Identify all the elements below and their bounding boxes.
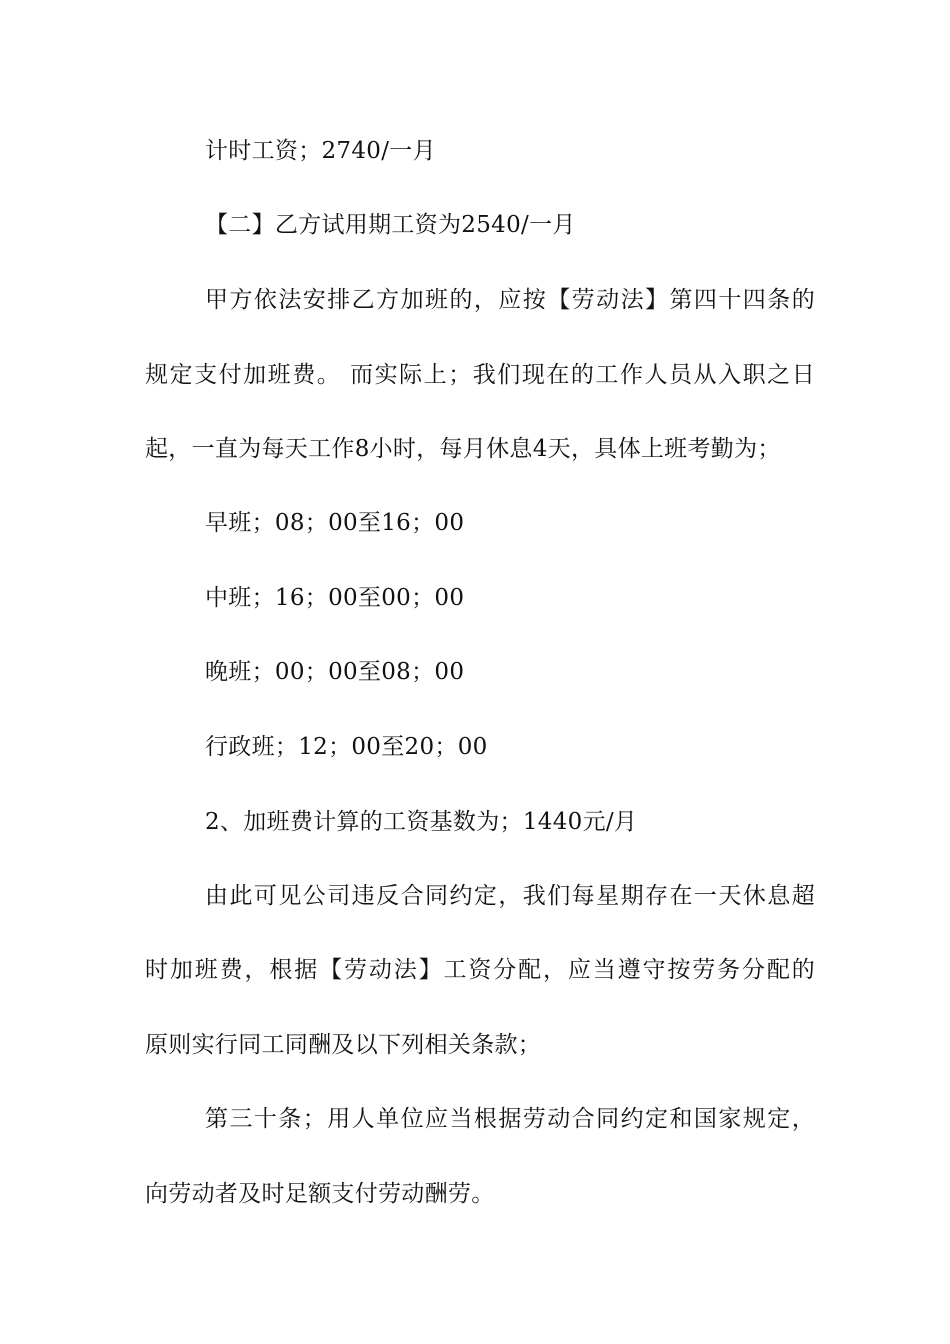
- text-line-hourly-wage: 计时工资；2740/一月: [205, 138, 436, 164]
- text-line-article-30-1: 第三十条；用人单位应当根据劳动合同约定和国家规定，: [205, 1106, 815, 1132]
- text-line-wage-base: 2、加班费计算的工资基数为；1440元/月: [205, 809, 638, 835]
- text-line-morning-shift: 早班；08；00至16；00: [205, 510, 465, 536]
- text-line-conclusion-3: 原则实行同工同酬及以下列相关条款；: [145, 1032, 542, 1058]
- text-line-overtime-rule-2: 规定支付加班费。 而实际上；我们现在的工作人员从入职之日: [145, 362, 815, 388]
- text-line-conclusion-2: 时加班费，根据【劳动法】工资分配，应当遵守按劳务分配的: [145, 957, 815, 983]
- text-line-overtime-rule-3: 起，一直为每天工作8小时，每月休息4天，具体上班考勤为；: [145, 436, 781, 462]
- text-line-overtime-rule-1: 甲方依法安排乙方加班的，应按【劳动法】第四十四条的: [205, 287, 815, 313]
- text-line-article-30-2: 向劳动者及时足额支付劳动酬劳。: [145, 1181, 495, 1207]
- text-line-conclusion-1: 由此可见公司违反合同约定，我们每星期存在一天休息超: [205, 883, 815, 909]
- text-line-admin-shift: 行政班；12；00至20；00: [205, 734, 488, 760]
- text-line-middle-shift: 中班；16；00至00；00: [205, 585, 465, 611]
- text-line-probation-wage: 【二】乙方试用期工资为2540/一月: [205, 212, 576, 238]
- text-line-night-shift: 晚班；00；00至08；00: [205, 659, 465, 685]
